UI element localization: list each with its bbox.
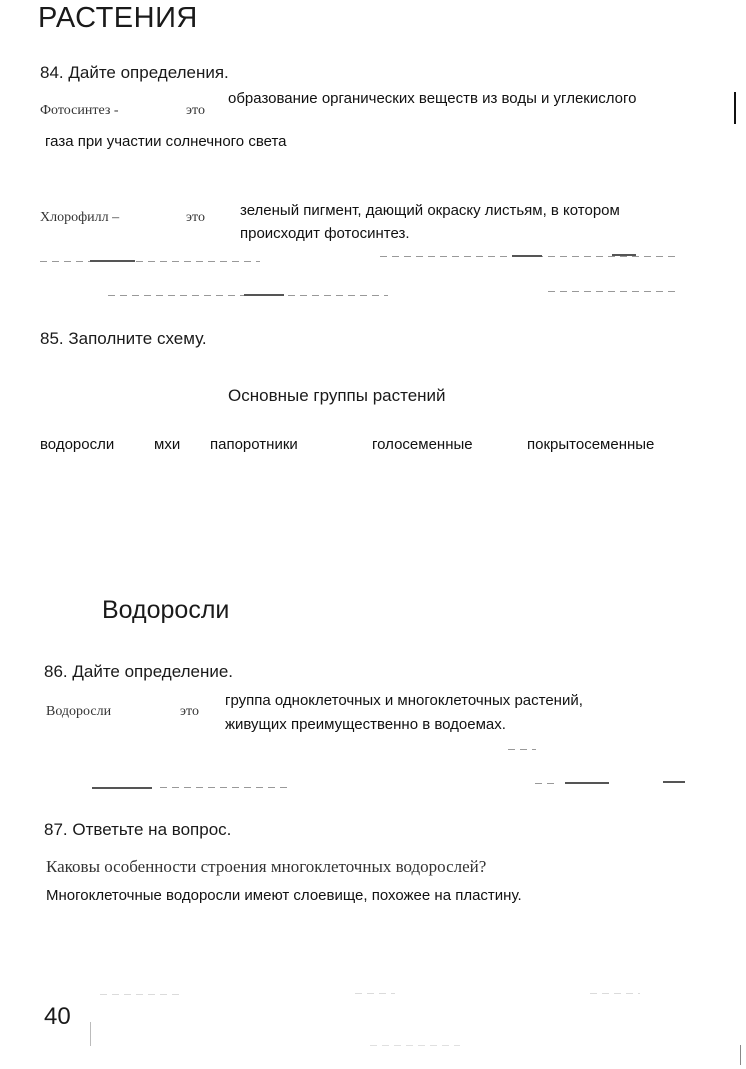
term-link-word: это xyxy=(186,103,205,118)
writing-line xyxy=(508,749,536,750)
writing-line xyxy=(663,781,685,783)
scan-artifact xyxy=(90,1022,91,1046)
task-87-question: Каковы особенности строения многоклеточных водорослей? xyxy=(46,857,487,876)
writing-line xyxy=(244,294,284,296)
writing-line xyxy=(92,787,152,789)
plant-group: мхи xyxy=(154,436,181,453)
plant-group: водоросли xyxy=(40,436,115,453)
writing-line xyxy=(535,783,555,784)
plant-group: голосеменные xyxy=(372,436,473,453)
scheme-title: Основные группы растений xyxy=(228,386,446,405)
scan-artifact xyxy=(740,1045,741,1065)
plant-group: покрытосеменные xyxy=(527,436,655,453)
writing-line xyxy=(565,782,609,784)
scan-artifact xyxy=(370,1045,460,1046)
scan-artifact xyxy=(100,994,180,995)
answer-photosynthesis-line-2: газа при участии солнечного света xyxy=(45,133,287,150)
task-87-answer: Многоклеточные водоросли имеют слоевище, похожее на пластину. xyxy=(46,887,522,904)
page-number: 40 xyxy=(44,1003,71,1030)
term-photosynthesis: Фотосинтез - xyxy=(40,103,119,118)
term-link-word-3: это xyxy=(180,704,199,719)
writing-line xyxy=(612,254,636,256)
term-link-word-2: это xyxy=(186,210,205,225)
task-87-heading: 87. Ответьте на вопрос. xyxy=(44,820,232,839)
writing-line xyxy=(90,260,135,262)
scan-artifact xyxy=(355,993,395,994)
writing-line xyxy=(160,787,290,788)
answer-chlorophyll-line-1: зеленый пигмент, дающий окраску листьям, в котором xyxy=(240,202,620,219)
answer-algae-line-2: живущих преимущественно в водоемах. xyxy=(225,716,506,733)
term-algae: Водоросли xyxy=(46,704,112,719)
answer-photosynthesis-line-1: образование органических веществ из воды и углекислого xyxy=(228,90,637,107)
scan-artifact xyxy=(590,993,640,994)
answer-chlorophyll-line-2: происходит фотосинтез. xyxy=(240,225,410,242)
margin-bar xyxy=(734,92,736,124)
writing-line xyxy=(40,261,260,262)
task-85-heading: 85. Заполните схему. xyxy=(40,329,207,348)
answer-algae-line-1: группа одноклеточных и многоклеточных растений, xyxy=(225,692,583,709)
task-84-heading: 84. Дайте определения. xyxy=(40,63,229,82)
writing-line xyxy=(512,255,542,257)
writing-line xyxy=(548,291,676,292)
task-86-heading: 86. Дайте определение. xyxy=(44,662,234,681)
term-chlorophyll: Хлорофилл – xyxy=(40,210,120,225)
section-title: РАСТЕНИЯ xyxy=(38,2,198,34)
plant-group: папоротники xyxy=(210,436,298,453)
subsection-title: Водоросли xyxy=(102,596,230,624)
